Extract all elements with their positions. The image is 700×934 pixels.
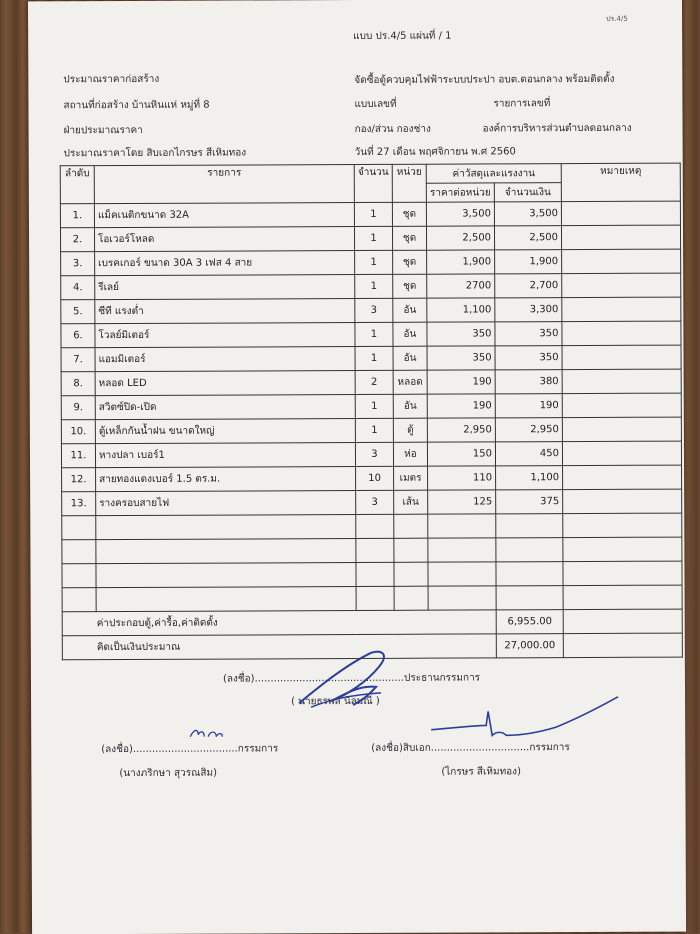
row-qty: 1 — [354, 202, 392, 226]
header-organization: องค์การบริหารส่วนตำบลดอนกลาง — [482, 122, 632, 135]
row-number: 3. — [61, 252, 95, 276]
total-label: คิดเป็นเงินประมาณ — [62, 634, 496, 660]
row-amount: 1,900 — [495, 250, 562, 274]
row-qty: 3 — [356, 490, 394, 514]
member2-handwritten-signature — [426, 691, 626, 752]
col-header-unit-price: ราคาต่อหน่วย — [426, 183, 494, 202]
table-row — [61, 273, 681, 300]
row-remark — [561, 201, 680, 226]
header-site: สถานที่ก่อสร้าง บ้านหินแห่ หมู่ที่ 8 — [63, 99, 210, 112]
row-amount: 380 — [495, 370, 562, 394]
header-estimator: ประมาณราคาโดย สิบเอกไกรษร สีเหิมทอง — [63, 147, 247, 160]
row-number: 2. — [60, 228, 94, 252]
row-number: 7. — [61, 348, 95, 372]
row-unit: หลอด — [393, 370, 427, 394]
header-division: กอง/ส่วน กองช่าง — [354, 123, 431, 136]
row-amount: 1,100 — [496, 466, 563, 490]
row-item: สวิตซ์ปิด-เปิด — [95, 395, 355, 420]
install-cost-label: ค่าประกอบตู้,ค่ารื้อ,ค่าติดตั้ง — [62, 610, 496, 636]
row-remark — [562, 249, 681, 274]
table-row — [60, 225, 680, 252]
row-item: สายทองแดงเบอร์ 1.5 ตร.ม. — [96, 467, 356, 492]
row-unit: เส้น — [394, 490, 428, 514]
row-unit: เมตร — [394, 466, 428, 490]
row-unit: อัน — [393, 322, 427, 346]
row-unit-price: 190 — [427, 394, 495, 418]
col-header-remark: หมายเหตุ — [561, 163, 680, 202]
row-qty: 10 — [356, 466, 394, 490]
row-unit-price: 1,900 — [427, 250, 495, 274]
row-number: 1. — [60, 204, 94, 228]
header-estimate-label: ประมาณราคาก่อสร้าง — [63, 73, 160, 86]
row-remark — [561, 225, 680, 250]
table-row — [60, 201, 680, 228]
row-item: โวลย์มิเตอร์ — [95, 323, 355, 348]
row-unit-price: 350 — [427, 322, 495, 346]
row-item: รีเลย์ — [95, 275, 355, 300]
install-cost-amount: 6,955.00 — [496, 610, 563, 634]
row-qty: 1 — [355, 394, 393, 418]
col-header-qty: จำนวน — [354, 164, 392, 202]
row-qty: 1 — [355, 322, 393, 346]
table-row-blank — [62, 585, 682, 612]
row-remark — [562, 345, 681, 370]
row-item: หลอด LED — [95, 371, 355, 396]
table-row-blank — [62, 513, 682, 540]
row-remark — [562, 369, 681, 394]
table-row — [61, 321, 681, 348]
header-department: ฝ่ายประมาณราคา — [63, 124, 143, 137]
row-unit-price: 190 — [427, 370, 495, 394]
row-amount: 450 — [495, 442, 562, 466]
row-item: แม็คเนติกขนาด 32A — [94, 203, 354, 228]
row-number: 4. — [61, 276, 95, 300]
row-number: 9. — [61, 396, 95, 420]
table-row — [62, 489, 682, 516]
member1-handwritten-initials — [186, 723, 226, 745]
row-unit-price: 110 — [428, 466, 496, 490]
header-plan-no: แบบเลขที่ — [354, 98, 397, 111]
row-qty: 1 — [355, 274, 393, 298]
row-remark — [563, 489, 682, 514]
member1-name: (นางภริกษา สุวรณสิม) — [119, 767, 218, 780]
row-amount: 350 — [495, 346, 562, 370]
row-number: 12. — [62, 468, 96, 492]
row-qty: 1 — [355, 346, 393, 370]
row-item: แอมมิเตอร์ — [95, 347, 355, 372]
install-cost-row — [62, 609, 682, 636]
member2-name: (ไกรษร สีเหิมทอง) — [441, 766, 521, 778]
estimate-table — [60, 163, 683, 661]
row-unit: อัน — [393, 346, 427, 370]
row-qty: 3 — [355, 298, 393, 322]
row-remark — [562, 321, 681, 346]
row-number: 10. — [61, 420, 95, 444]
table-row-blank — [62, 561, 682, 588]
row-item: ซีที แรงต่ำ — [95, 299, 355, 324]
row-amount: 3,300 — [495, 298, 562, 322]
row-remark — [563, 465, 682, 490]
table-row — [61, 441, 681, 468]
row-amount: 375 — [496, 490, 563, 514]
row-amount: 2,700 — [495, 274, 562, 298]
row-unit: ชุด — [393, 274, 427, 298]
row-number: 5. — [61, 300, 95, 324]
row-unit: ตู้ — [393, 418, 427, 442]
col-header-no: ลำดับ — [60, 166, 94, 204]
row-unit-price: 150 — [427, 442, 495, 466]
row-qty: 1 — [355, 418, 393, 442]
row-qty: 2 — [355, 370, 393, 394]
row-item: โอเวอร์โหลด — [94, 227, 354, 252]
document-page — [28, 0, 686, 934]
row-qty: 1 — [354, 226, 392, 250]
header-item-no: รายการเลขที่ — [493, 98, 551, 110]
row-unit-price: 2700 — [427, 274, 495, 298]
table-row — [62, 465, 682, 492]
header-project: จัดซื้อตู้ควบคุมไฟฟ้าระบบประปา อบต.ดอนกลาง พร้อมติดตั้ง — [354, 73, 615, 87]
col-header-unit: หน่วย — [392, 164, 426, 202]
table-row-blank — [62, 537, 682, 564]
table-row — [61, 393, 681, 420]
table-row — [61, 369, 681, 396]
row-unit: อัน — [393, 394, 427, 418]
row-unit-price: 125 — [428, 490, 496, 514]
row-remark — [562, 297, 681, 322]
row-unit-price: 3,500 — [426, 202, 494, 226]
row-unit: ห่อ — [393, 442, 427, 466]
form-code-corner: ปร.4/5 — [606, 14, 628, 23]
total-amount: 27,000.00 — [496, 634, 563, 658]
chair-name: ( นายธรพล นิลมณี ) — [291, 695, 380, 708]
row-amount: 2,950 — [495, 418, 562, 442]
row-amount: 190 — [495, 394, 562, 418]
row-unit: ชุด — [392, 202, 426, 226]
row-unit-price: 1,100 — [427, 298, 495, 322]
table-row — [61, 417, 681, 444]
row-qty: 3 — [355, 442, 393, 466]
row-unit-price: 350 — [427, 346, 495, 370]
row-amount: 3,500 — [494, 202, 561, 226]
row-unit: ชุด — [392, 226, 426, 250]
row-unit: ชุด — [393, 250, 427, 274]
row-remark — [562, 441, 681, 466]
col-header-amount: จำนวนเงิน — [494, 183, 561, 202]
form-title: แบบ ปร.4/5 แผ่นที่ / 1 — [353, 30, 452, 43]
row-qty: 1 — [355, 250, 393, 274]
table-row — [61, 249, 681, 276]
row-item: ตู้เหล็กกันน้ำฝน ขนาดใหญ่ — [95, 419, 355, 444]
row-number: 6. — [61, 324, 95, 348]
member2-signature-line: (ลงชื่อ)สิบเอก...............................กรรมการ — [371, 742, 570, 754]
row-number: 8. — [61, 372, 95, 396]
chair-signature-line: (ลงชื่อ)...............................................ประธานกรรมการ — [222, 672, 481, 685]
chair-handwritten-signature — [291, 645, 401, 715]
row-number: 11. — [61, 444, 95, 468]
col-header-cost-group: ค่าวัสดุและแรงงาน — [426, 164, 561, 184]
row-number: 13. — [62, 492, 96, 516]
row-unit-price: 2,500 — [426, 226, 494, 250]
row-unit-price: 2,950 — [427, 418, 495, 442]
row-item: เบรคเกอร์ ขนาด 30A 3 เฟส 4 สาย — [95, 251, 355, 276]
row-item: หางปลา เบอร์1 — [95, 443, 355, 468]
table-row — [61, 345, 681, 372]
row-remark — [562, 273, 681, 298]
member1-signature-line: (ลงชื่อ).................................กรรมการ — [101, 743, 279, 756]
row-unit: อัน — [393, 298, 427, 322]
row-amount: 2,500 — [494, 226, 561, 250]
row-remark — [562, 417, 681, 442]
row-item: รางครอบสายไฟ — [96, 491, 356, 516]
header-date: วันที่ 27 เดือน พฤศจิกายน พ.ศ 2560 — [354, 146, 516, 159]
row-amount: 350 — [495, 322, 562, 346]
row-remark — [562, 393, 681, 418]
col-header-item: รายการ — [94, 165, 354, 204]
table-row — [61, 297, 681, 324]
